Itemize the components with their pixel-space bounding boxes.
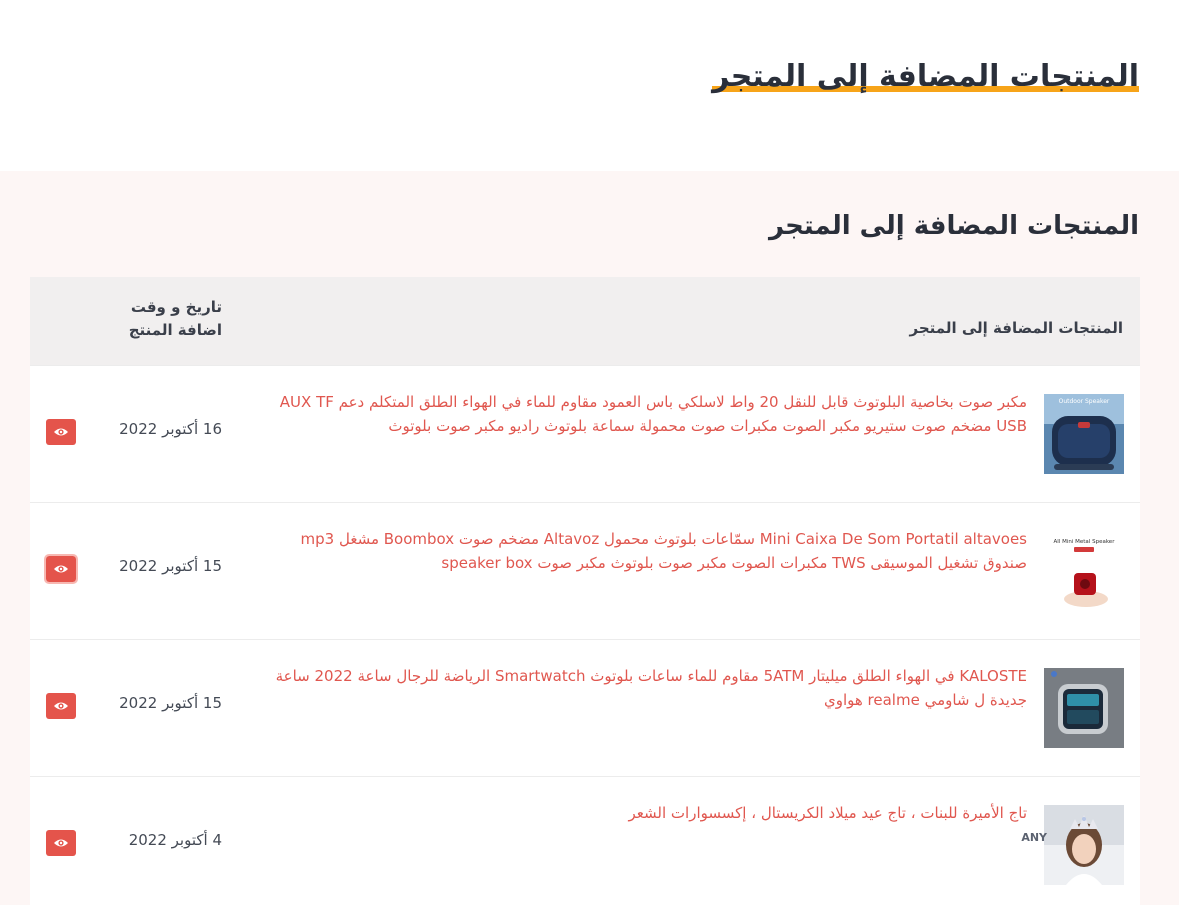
view-button[interactable] xyxy=(46,419,76,445)
page-title xyxy=(712,56,1139,98)
product-link[interactable]: Mini Caixa De Som Portatil altavoes سمّاعات بلوتوث محمول Altavoz مضخم صوت Boombox مشغل mp3 صندوق تشغيل الموسيقى TWS مكبرات الصوت مكبر صوت بلوتوث مكبر صوت speaker box xyxy=(300,530,1027,572)
view-button[interactable] xyxy=(46,556,76,582)
view-button[interactable] xyxy=(46,830,76,856)
view-button[interactable] xyxy=(46,693,76,719)
product-link[interactable]: KALOSTE في الهواء الطلق ميليتار 5ATM مقاوم للماء ساعات بلوتوث Smartwatch الرياضة للرجال ساعة 2022 ساعة جديدة ل شاومي realme هواوي xyxy=(275,667,1027,709)
eye-icon xyxy=(53,837,69,849)
mini-speaker-image[interactable] xyxy=(1044,531,1124,611)
svg-text:All Mini Metal Speaker: All Mini Metal Speaker xyxy=(1053,539,1115,545)
eye-icon xyxy=(53,563,69,575)
product-link[interactable]: مكبر صوت بخاصية البلوتوث قابل للنقل 20 واط لاسلكي باس العمود مقاوم للماء في الهواء الطلق المتكلم دعم AUX TF USB مضخم صوت ستيريو مكبر الصوت مكبرات صوت محمولة سماعة بلوتوث راديو مكبر صوت بلوتوث xyxy=(279,393,1027,435)
product-link[interactable]: تاج الأميرة للبنات ، تاج عيد ميلاد الكريستال ، إكسسوارات الشعر xyxy=(628,804,1027,822)
bluetooth-speaker-image[interactable] xyxy=(1044,394,1124,474)
table-row xyxy=(30,776,1140,913)
table-row xyxy=(30,502,1140,639)
svg-text:ANY: ANY xyxy=(1021,831,1047,844)
smartwatch-image[interactable] xyxy=(1044,668,1124,748)
section-title: المنتجات المضافة إلى المتجر xyxy=(768,211,1139,241)
svg-text:Outdoor Speaker: Outdoor Speaker xyxy=(1058,398,1110,405)
table-row xyxy=(30,365,1140,502)
product-date: 4 أكتوبر 2022 xyxy=(128,831,222,849)
header-date: تاريخ و وقت اضافة المنتج xyxy=(128,298,222,339)
products-table xyxy=(30,277,1140,913)
product-date: 15 أكتوبر 2022 xyxy=(119,694,222,712)
header-products: المنتجات المضافة إلى المتجر xyxy=(909,319,1123,337)
eye-icon xyxy=(53,426,69,438)
products-section xyxy=(0,171,1179,905)
product-date: 15 أكتوبر 2022 xyxy=(119,557,222,575)
page-title-text: المنتجات المضافة إلى المتجر xyxy=(712,59,1139,94)
eye-icon xyxy=(53,700,69,712)
table-header xyxy=(30,277,1140,365)
hero-banner xyxy=(0,0,1179,171)
table-row xyxy=(30,639,1140,776)
crown-girl-image[interactable] xyxy=(1021,805,1124,885)
product-date: 16 أكتوبر 2022 xyxy=(119,420,222,438)
